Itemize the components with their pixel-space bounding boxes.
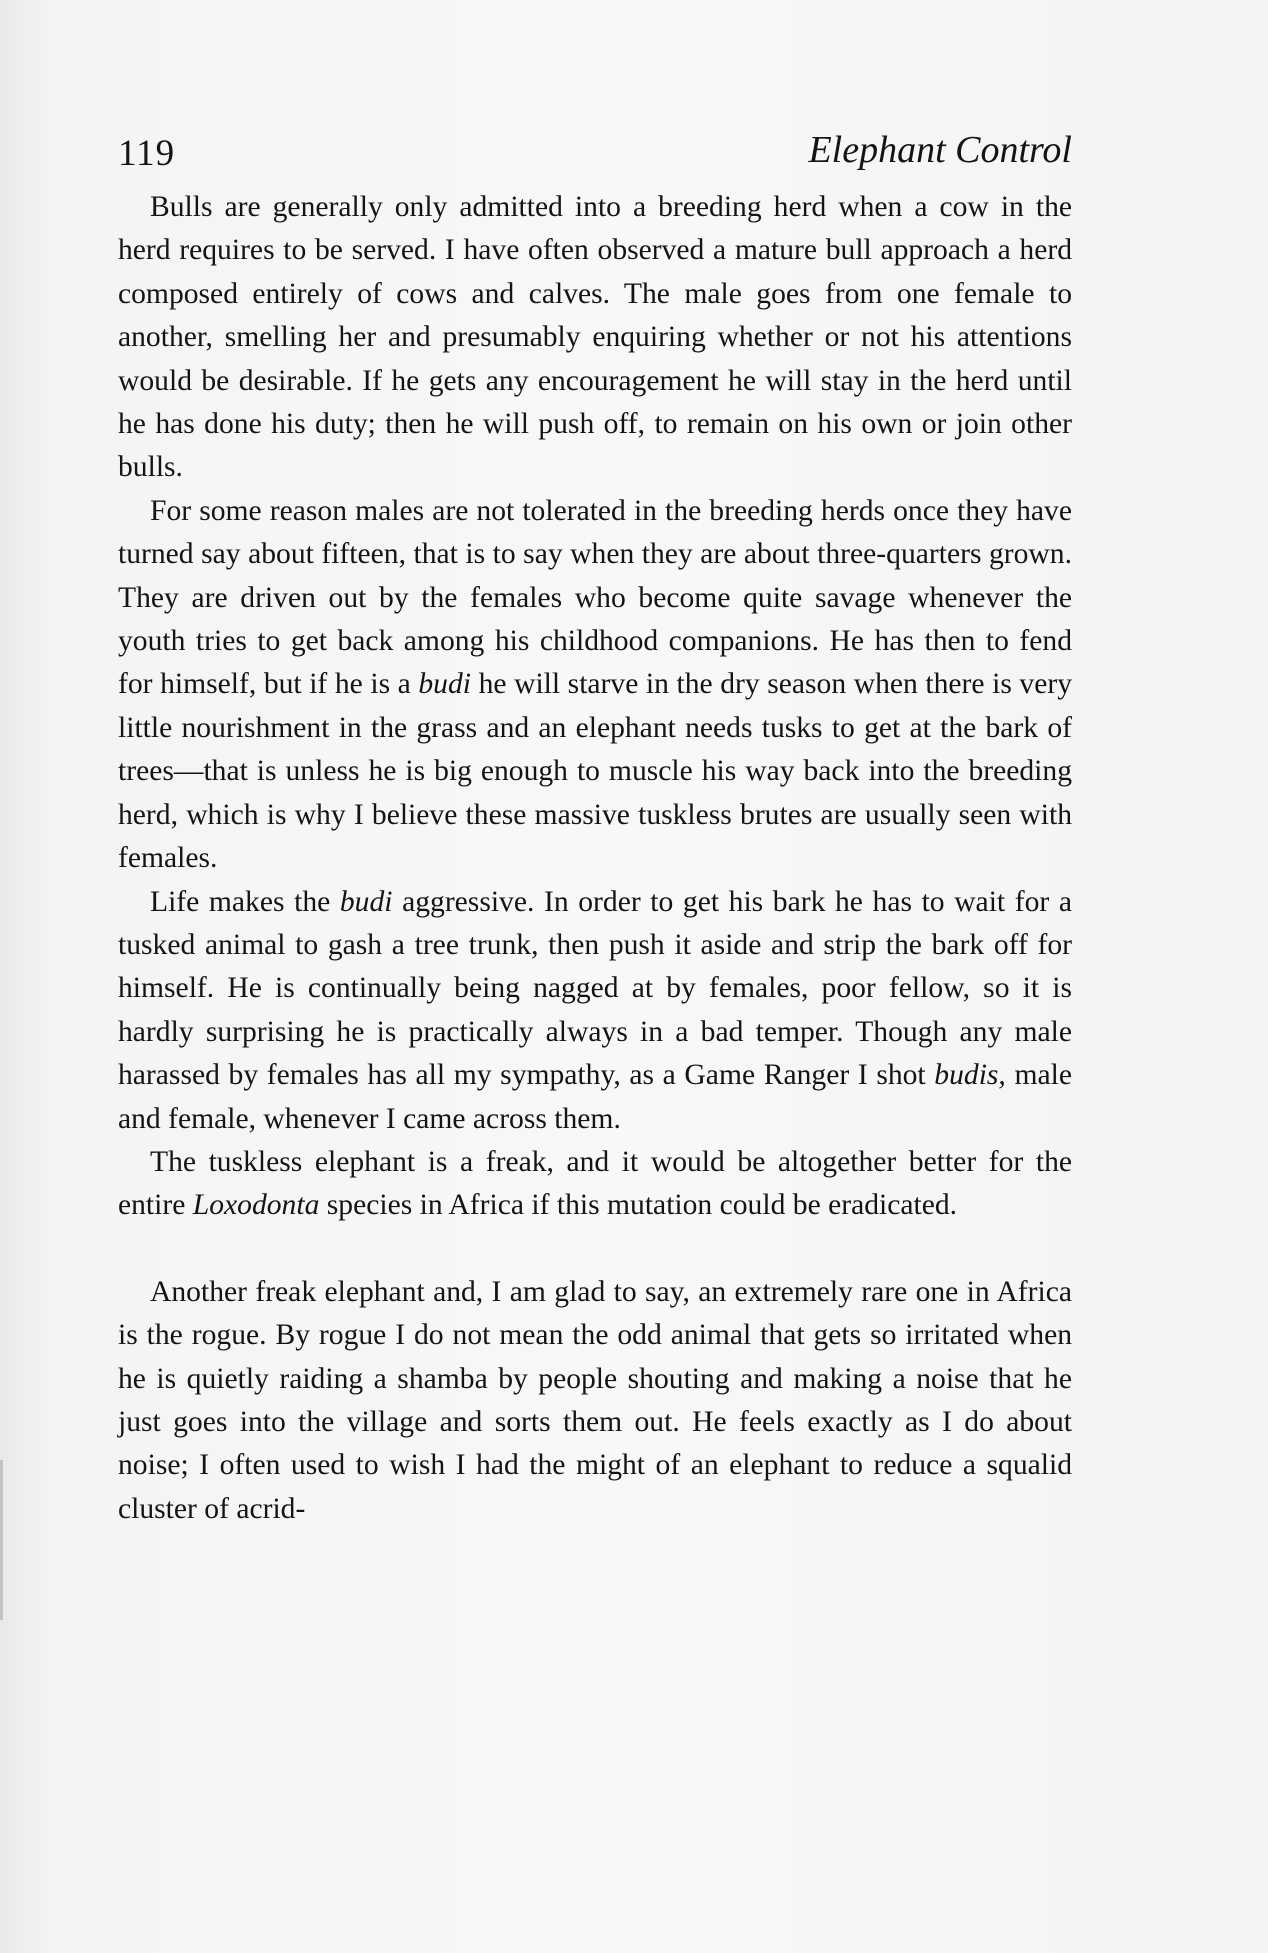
paragraph-4 xyxy=(118,1141,1072,1228)
paragraph-text: For some reason males are not tolerated in the breeding herds once they have turned say about fifteen, that is to say when they are about three-quarters grown. They are driven out by the females who become quite savage whenever the youth tries to get back among his childhood companions. He has then to fend for himself, but if he is a xyxy=(118,494,1072,701)
running-title: Elephant Control xyxy=(808,129,1072,171)
paragraph-text: Bulls are generally only admitted into a breeding herd when a cow in the herd requires to be served. I have often observed a mature bull approach a herd composed entirely of cows and calves. The male goes from one female to another, smelling her and presumably enquiring whether or not his attentions would be desirable. If he gets any encouragement he will stay in the herd until he has done his duty; then he will push off, to remain on his own or join other bulls. xyxy=(118,191,1072,484)
paragraph-text: The tuskless elephant is a freak, and it would be altogether better for the entire xyxy=(118,1145,1072,1222)
italic-term: Loxodonta xyxy=(192,1189,320,1222)
paragraph-2 xyxy=(118,490,1072,881)
paragraph-text: Life makes the xyxy=(150,885,340,918)
italic-term: budi xyxy=(418,668,471,701)
italic-term: budis, xyxy=(934,1059,1006,1092)
italic-term: budi xyxy=(339,885,393,918)
paragraph-1 xyxy=(118,186,1072,490)
paragraph-text: Another freak elephant and, I am glad to say, an extremely rare one in Africa is the rogue. By rogue I do not mean the odd animal that gets so irritated when he is quietly raiding a shamba by people shouting and making a noise that he just goes into the village and sorts them out. He feels exactly as I do about noise; I often used to wish I had the might of an elephant to reduce a squalid cluster of acrid- xyxy=(118,1275,1072,1525)
paragraph-text: male and female, whenever I came across them. xyxy=(118,1059,1072,1135)
page-header xyxy=(118,128,1072,174)
paragraph-text: species in Africa if this mutation could be eradicated. xyxy=(319,1189,958,1222)
binding-shadow xyxy=(0,1460,3,1620)
paragraph-5 xyxy=(118,1271,1072,1531)
paragraph-3 xyxy=(118,881,1072,1141)
paragraph-text: he will starve in the dry season when there is very little nourishment in the grass and an elephant needs tusks to get at the bark of trees—that is unless he is big enough to muscle his way back into the breeding herd, which is why I believe these massive tuskless brutes are usually seen with females. xyxy=(118,668,1072,875)
paragraph-text: aggressive. In order to get his bark he has to wait for a tusked animal to gash a tree trunk, then push it aside and strip the bark off for himself. He is continually being nagged at by females, poor fellow, so it is hardly surprising he is practically always in a bad temper. Though any male harassed by females has all my sympathy, as a Game Ranger I shot xyxy=(118,885,1072,1092)
body-text xyxy=(118,186,1072,1531)
page-number: 119 xyxy=(118,133,176,174)
